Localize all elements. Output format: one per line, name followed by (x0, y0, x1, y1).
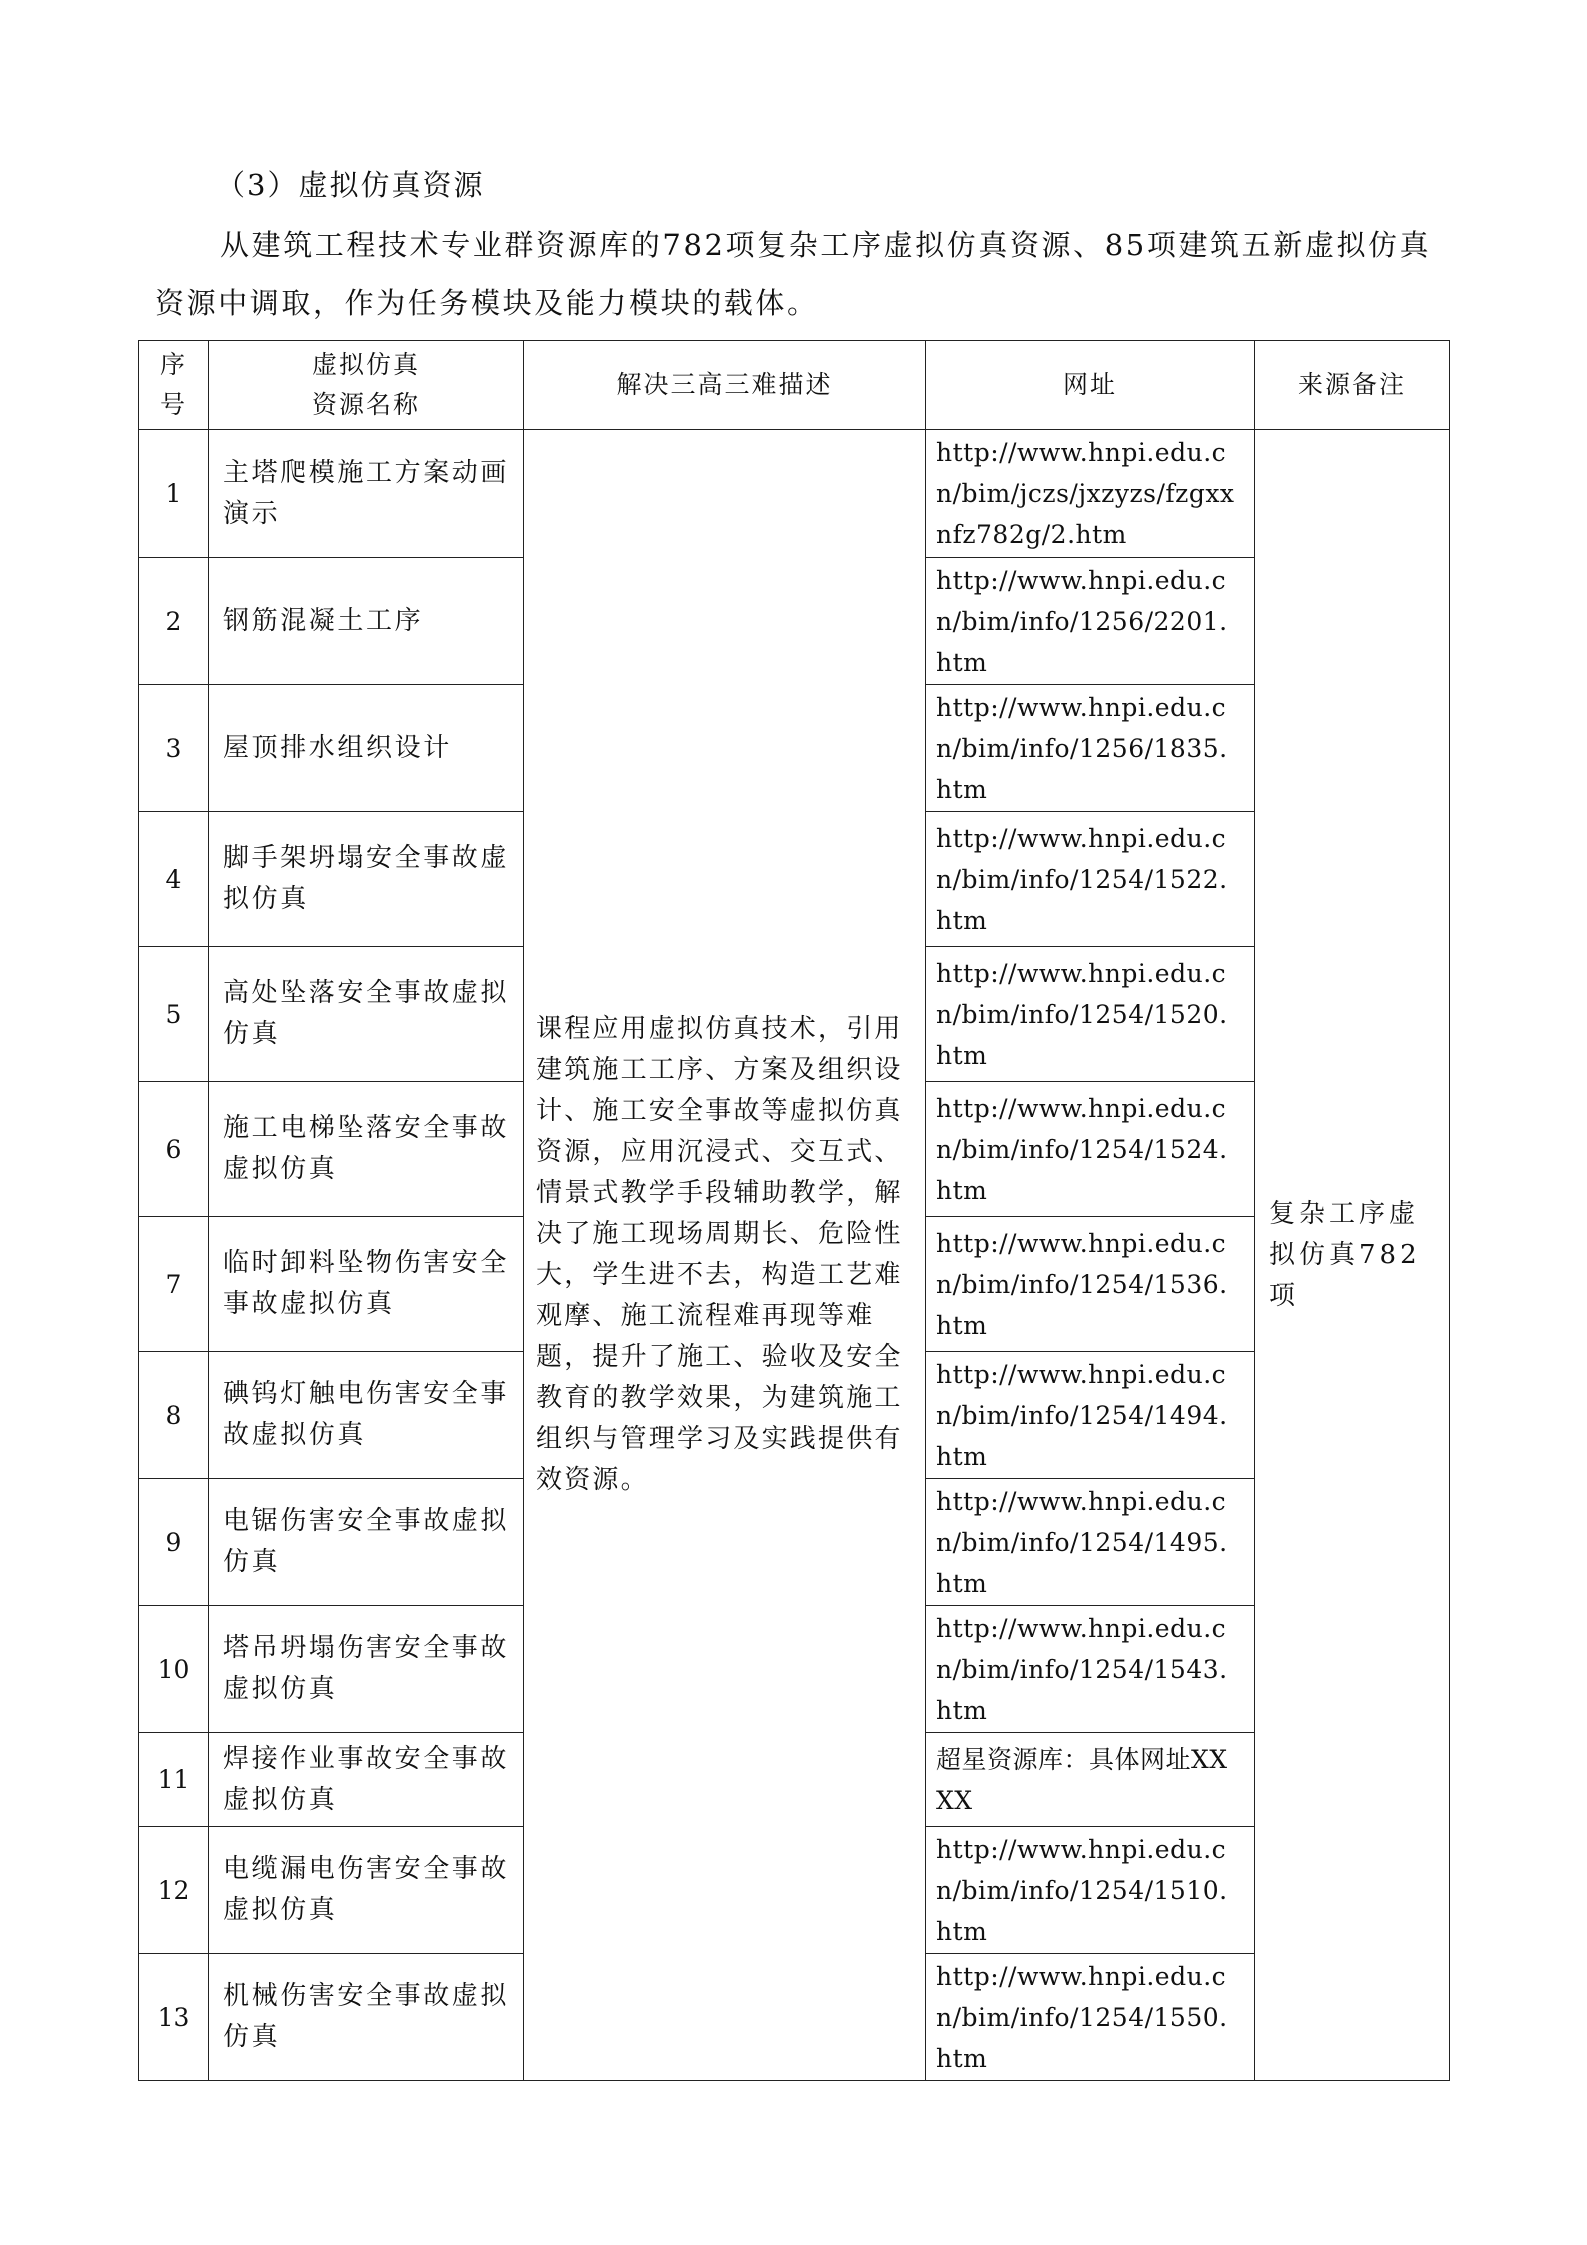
table-row (139, 430, 1450, 558)
row-index: 5 (139, 947, 209, 1082)
resource-url[interactable]: http://www.hnpi.edu.cn/bim/info/1254/1510.htm (926, 1827, 1255, 1954)
resource-url[interactable]: http://www.hnpi.edu.cn/bim/info/1254/1494.htm (926, 1352, 1255, 1479)
row-index: 7 (139, 1217, 209, 1352)
resource-name: 临时卸料坠物伤害安全事故虚拟仿真 (209, 1217, 524, 1352)
table-body (139, 430, 1450, 2081)
resource-name: 屋顶排水组织设计 (209, 685, 524, 812)
resource-table (138, 340, 1450, 2081)
header-index: 序 号 (139, 341, 209, 430)
resource-url[interactable]: http://www.hnpi.edu.cn/bim/info/1254/1495.htm (926, 1479, 1255, 1606)
table-header-row (139, 341, 1450, 430)
resource-name: 碘钨灯触电伤害安全事故虚拟仿真 (209, 1352, 524, 1479)
resource-url: 超星资源库：具体网址XXXX (926, 1733, 1255, 1827)
section-heading: （3）虚拟仿真资源 (216, 168, 485, 202)
row-index: 9 (139, 1479, 209, 1606)
resource-name: 脚手架坍塌安全事故虚拟仿真 (209, 812, 524, 947)
row-index: 1 (139, 430, 209, 558)
header-url: 网址 (926, 341, 1255, 430)
resource-name: 施工电梯坠落安全事故虚拟仿真 (209, 1082, 524, 1217)
row-index: 12 (139, 1827, 209, 1954)
row-index: 10 (139, 1606, 209, 1733)
resource-url[interactable]: http://www.hnpi.edu.cn/bim/info/1254/1550.htm (926, 1954, 1255, 2081)
resource-name: 机械伤害安全事故虚拟仿真 (209, 1954, 524, 2081)
resource-name: 焊接作业事故安全事故虚拟仿真 (209, 1733, 524, 1827)
row-index: 8 (139, 1352, 209, 1479)
resource-url[interactable]: http://www.hnpi.edu.cn/bim/info/1256/1835.htm (926, 685, 1255, 812)
header-source: 来源备注 (1255, 341, 1450, 430)
resource-url[interactable]: http://www.hnpi.edu.cn/bim/info/1254/1543.htm (926, 1606, 1255, 1733)
row-index: 6 (139, 1082, 209, 1217)
row-index: 4 (139, 812, 209, 947)
header-description: 解决三高三难描述 (524, 341, 926, 430)
resource-url[interactable]: http://www.hnpi.edu.cn/bim/info/1254/1522.htm (926, 812, 1255, 947)
resource-name: 电缆漏电伤害安全事故虚拟仿真 (209, 1827, 524, 1954)
row-index: 2 (139, 558, 209, 685)
resource-url[interactable]: http://www.hnpi.edu.cn/bim/jczs/jxzyzs/fzgxxnfz782g/2.htm (926, 430, 1255, 558)
resource-name: 电锯伤害安全事故虚拟仿真 (209, 1479, 524, 1606)
resource-url[interactable]: http://www.hnpi.edu.cn/bim/info/1254/1524.htm (926, 1082, 1255, 1217)
resource-name: 塔吊坍塌伤害安全事故虚拟仿真 (209, 1606, 524, 1733)
description-cell: 课程应用虚拟仿真技术，引用建筑施工工序、方案及组织设计、施工安全事故等虚拟仿真资源，应用沉浸式、交互式、情景式教学手段辅助教学，解决了施工现场周期长、危险性大，学生进不去，构造工艺难观摩、施工流程难再现等难题，提升了施工、验收及安全教育的教学效果，为建筑施工组织与管理学习及实践提供有效资源。 (524, 430, 926, 2081)
source-note-cell: 复杂工序虚拟仿真782项 (1255, 430, 1450, 2081)
resource-url[interactable]: http://www.hnpi.edu.cn/bim/info/1254/1536.htm (926, 1217, 1255, 1352)
resource-url[interactable]: http://www.hnpi.edu.cn/bim/info/1254/1520.htm (926, 947, 1255, 1082)
header-name: 虚拟仿真 资源名称 (209, 341, 524, 430)
resource-name: 高处坠落安全事故虚拟仿真 (209, 947, 524, 1082)
row-index: 3 (139, 685, 209, 812)
resource-name: 主塔爬模施工方案动画演示 (209, 430, 524, 558)
row-index: 11 (139, 1733, 209, 1827)
resource-name: 钢筋混凝土工序 (209, 558, 524, 685)
resource-url[interactable]: http://www.hnpi.edu.cn/bim/info/1256/2201.htm (926, 558, 1255, 685)
row-index: 13 (139, 1954, 209, 2081)
intro-paragraph: 从建筑工程技术专业群资源库的782项复杂工序虚拟仿真资源、85项建筑五新虚拟仿真资源中调取，作为任务模块及能力模块的载体。 (155, 228, 1432, 320)
